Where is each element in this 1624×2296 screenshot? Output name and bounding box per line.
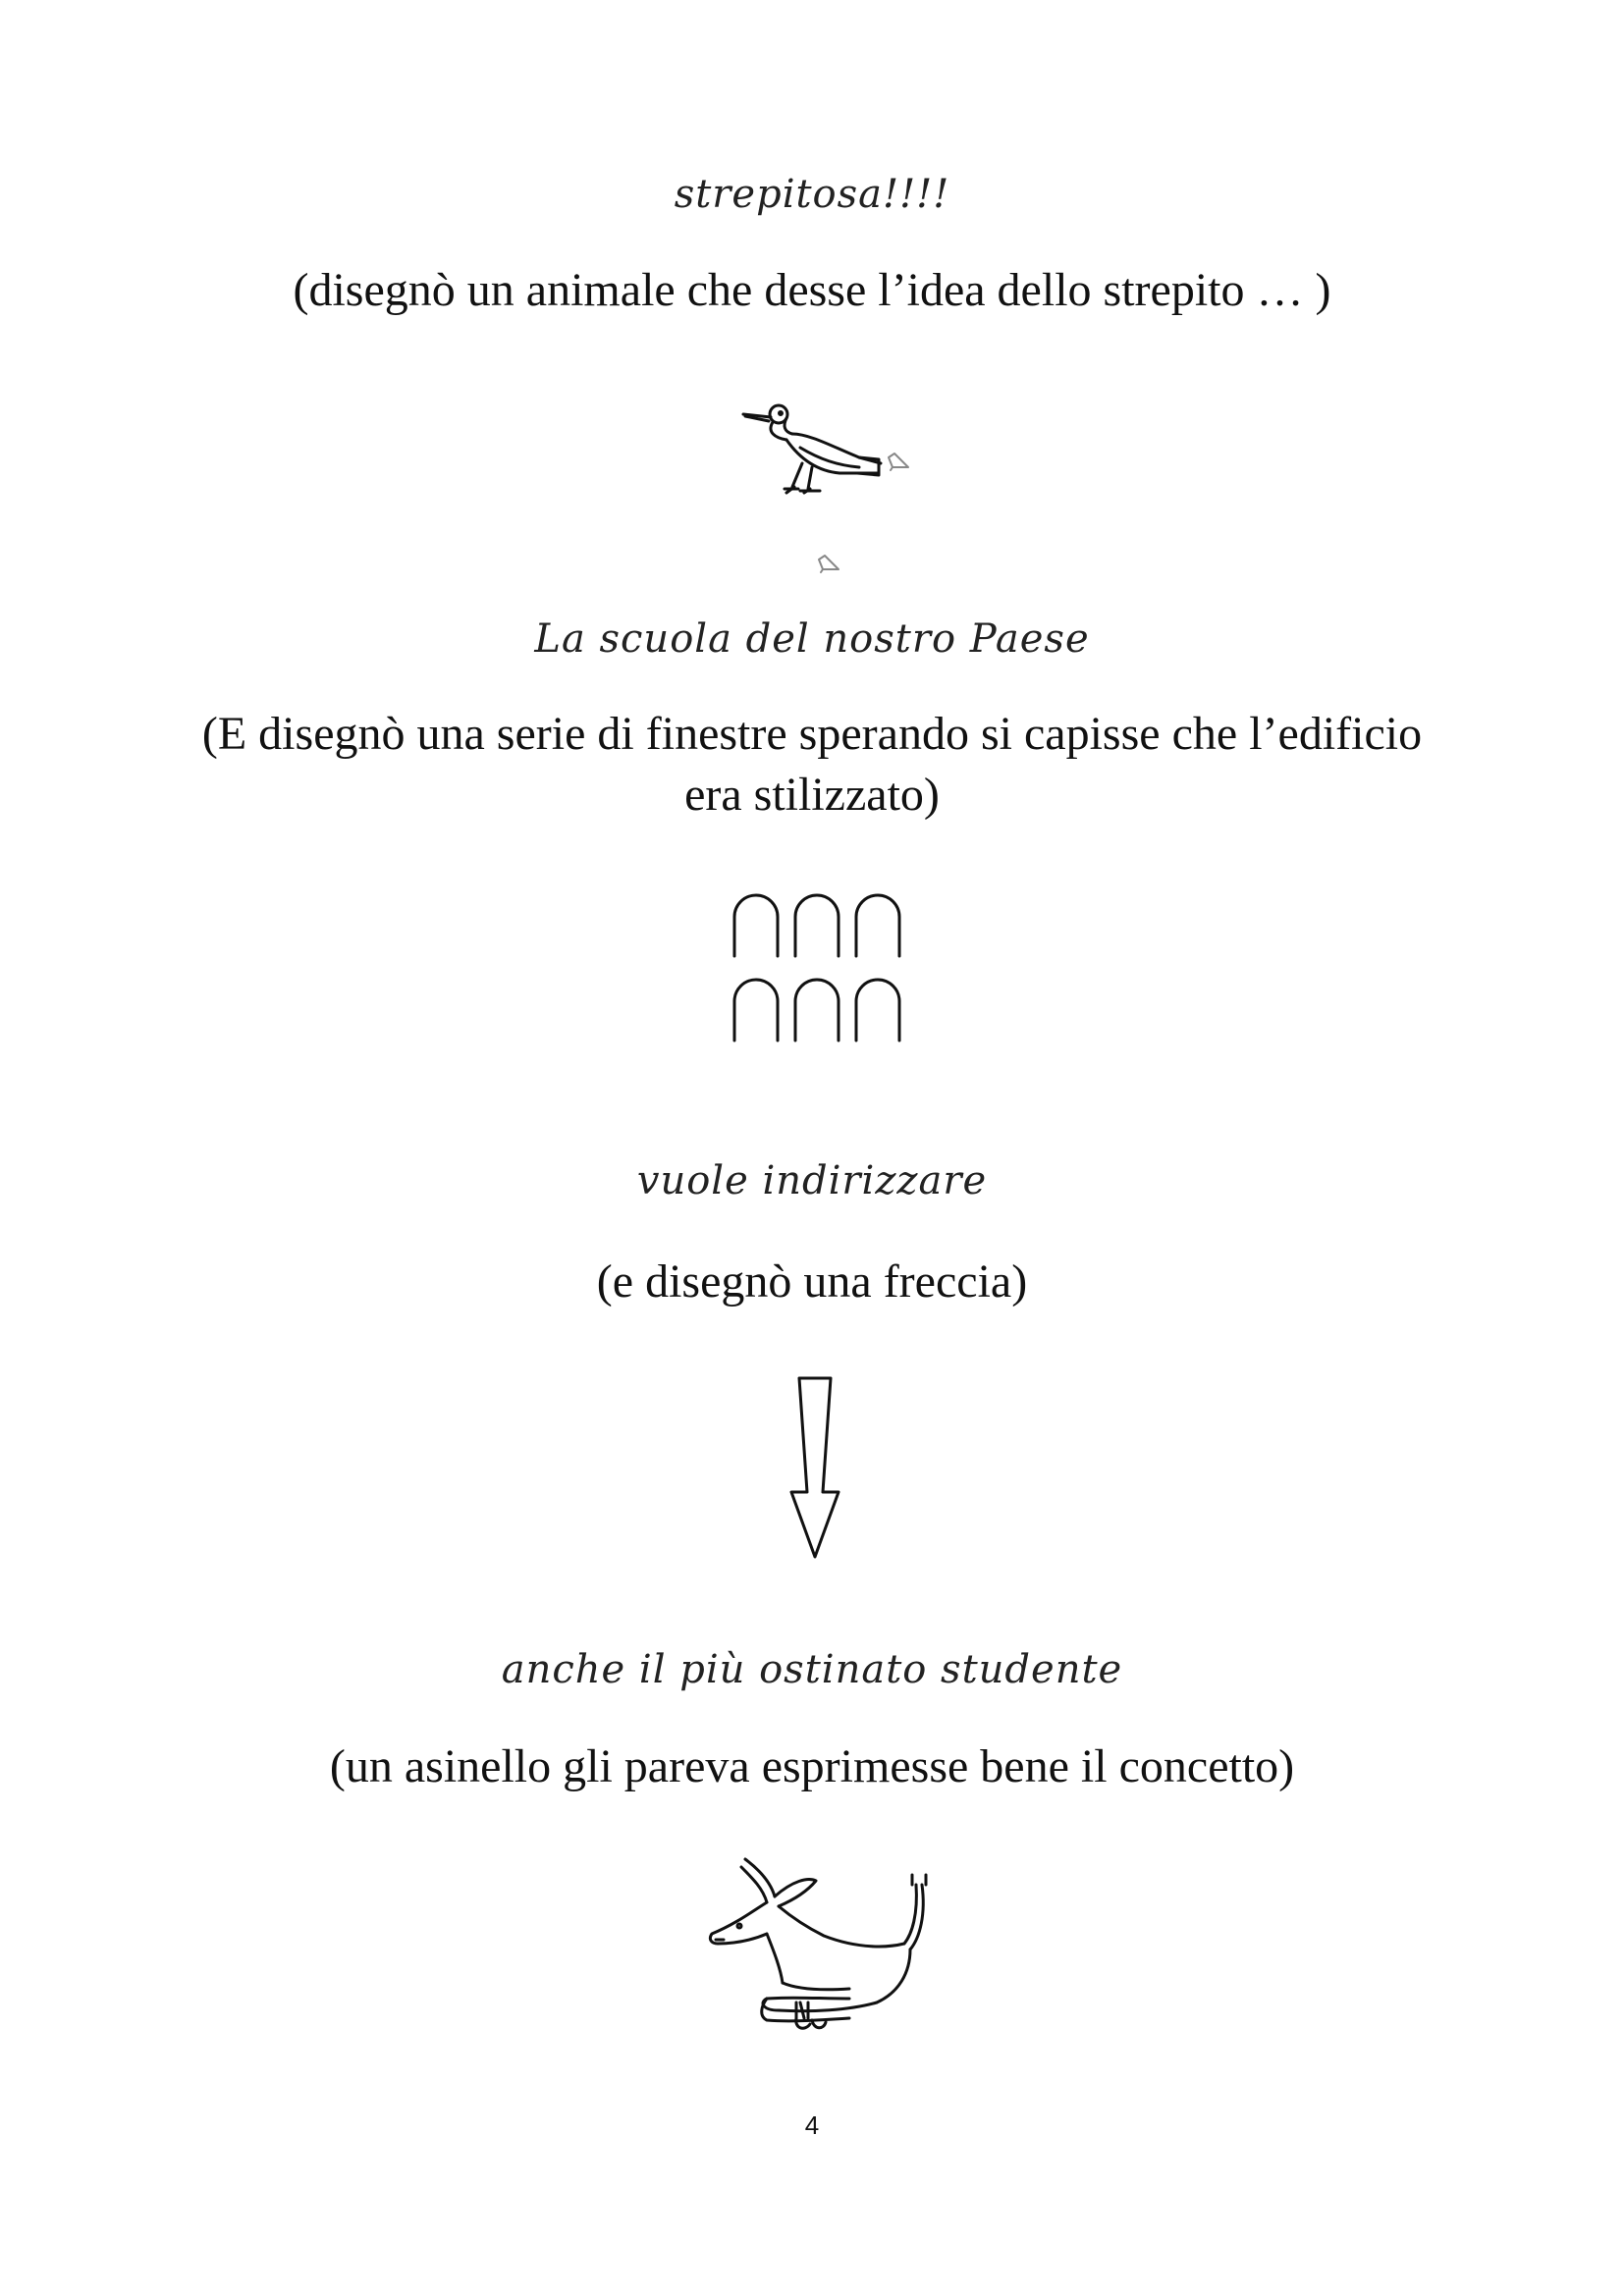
small-bird-icon-2 [817,552,840,573]
arched-windows-icon [731,887,907,1044]
note-finestre-line-2: era stilizzato) [684,769,940,821]
word-strepitosa: strepitosa!!!! [674,172,950,217]
note-asinello: (un asinello gli pareva esprimesse bene il concetto) [329,1740,1295,1792]
donkey-hieroglyph-icon [702,1855,938,2042]
small-bird-icon [887,450,910,471]
down-arrow-icon [785,1374,844,1561]
note-finestre-line-1: (E disegnò una serie di finestre sperando si capisse che l’edificio [201,708,1423,760]
word-studente: anche il più ostinato studente [501,1647,1123,1692]
note-freccia: (e disegnò una freccia) [596,1255,1028,1308]
word-indirizzare: vuole indirizzare [636,1158,988,1203]
page-number: 4 [804,2110,820,2140]
note-strepito: (disegnò un animale che desse l’idea dello strepito … ) [293,264,1331,316]
word-scuola: La scuola del nostro Paese [534,616,1090,662]
